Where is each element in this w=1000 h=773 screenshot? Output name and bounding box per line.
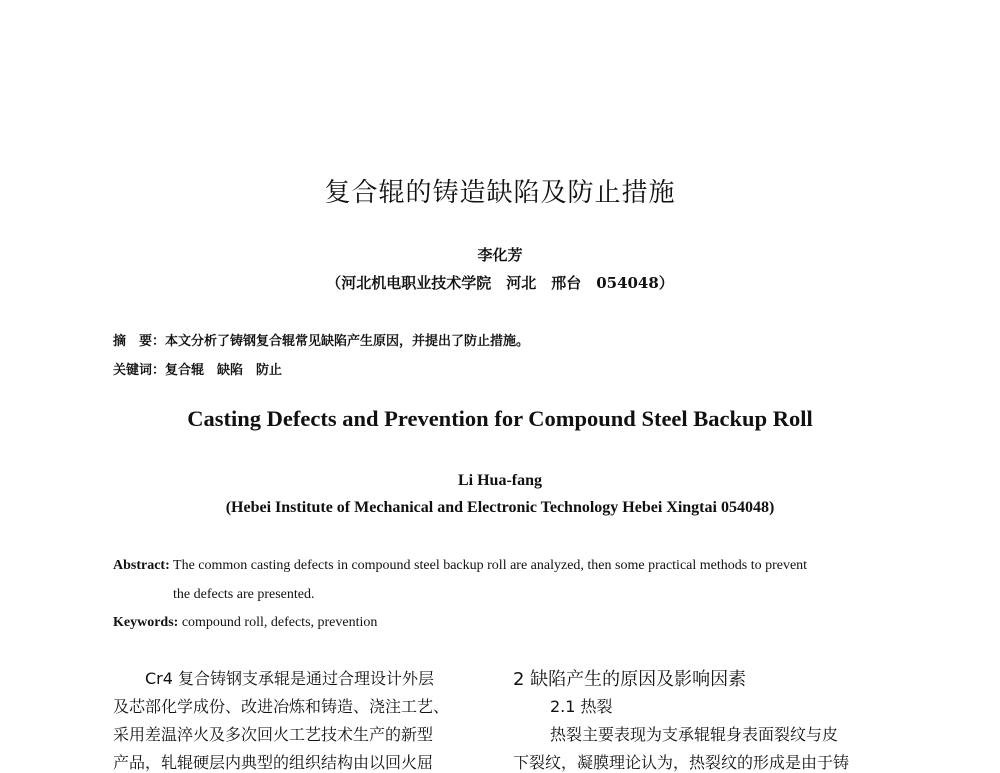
english-abstract-text-1: The common casting defects in compound steel backup roll are analyzed, then some practical methods to prevent — [169, 558, 808, 573]
chinese-keywords — [113, 359, 282, 378]
chinese-title: 复合辊的铸造缺陷及防止措施 — [324, 178, 676, 208]
english-keywords-text: compound roll, defects, prevention — [178, 615, 378, 630]
chinese-abstract-text: 本文分析了铸钢复合辊常见缺陷产生原因，并提出了防止措施。 — [165, 334, 530, 349]
body-left-line-4: 产品，轧辊硬层内典型的组织结构由以回火屈 — [113, 753, 434, 772]
english-affiliation: (Hebei Institute of Mechanical and Electronic Technology Hebei Xingtai 054048) — [225, 499, 775, 516]
body-left-line-2: 及芯部化学成份、改进冶炼和铸造、浇注工艺、 — [113, 697, 450, 716]
english-title: Casting Defects and Prevention for Compound Steel Backup Roll — [187, 406, 813, 431]
body-right-line-2: 下裂纹，凝膜理论认为，热裂纹的形成是由于铸 — [513, 753, 850, 772]
body-left-line-3: 采用差温淬火及多次回火工艺技术生产的新型 — [113, 725, 434, 744]
chinese-affiliation: （河北机电职业技术学院 河北 邢台 054048） — [326, 274, 674, 292]
subsection-heading: 2.1 热裂 — [550, 697, 613, 716]
chinese-abstract — [113, 330, 529, 349]
chinese-abstract-label: 摘 要： — [113, 334, 166, 349]
section-heading: 2 缺陷产生的原因及影响因素 — [513, 669, 747, 690]
chinese-keywords-label: 关键词： — [113, 363, 166, 378]
english-abstract-line-1 — [113, 558, 807, 574]
english-keywords — [113, 615, 377, 631]
chinese-keywords-text: 复合辊 缺陷 防止 — [165, 363, 283, 378]
english-keywords-label: Keywords: — [113, 615, 179, 630]
body-left-line-1: Cr4 复合铸钢支承辊是通过合理设计外层 — [145, 669, 435, 688]
english-abstract-line-2: the defects are presented. — [173, 587, 315, 602]
chinese-author: 李化芳 — [477, 246, 523, 264]
body-right-line-1: 热裂主要表现为支承辊辊身表面裂纹与皮 — [550, 725, 839, 744]
english-author: Li Hua-fang — [457, 472, 542, 489]
english-abstract-label: Abstract: — [113, 558, 170, 573]
